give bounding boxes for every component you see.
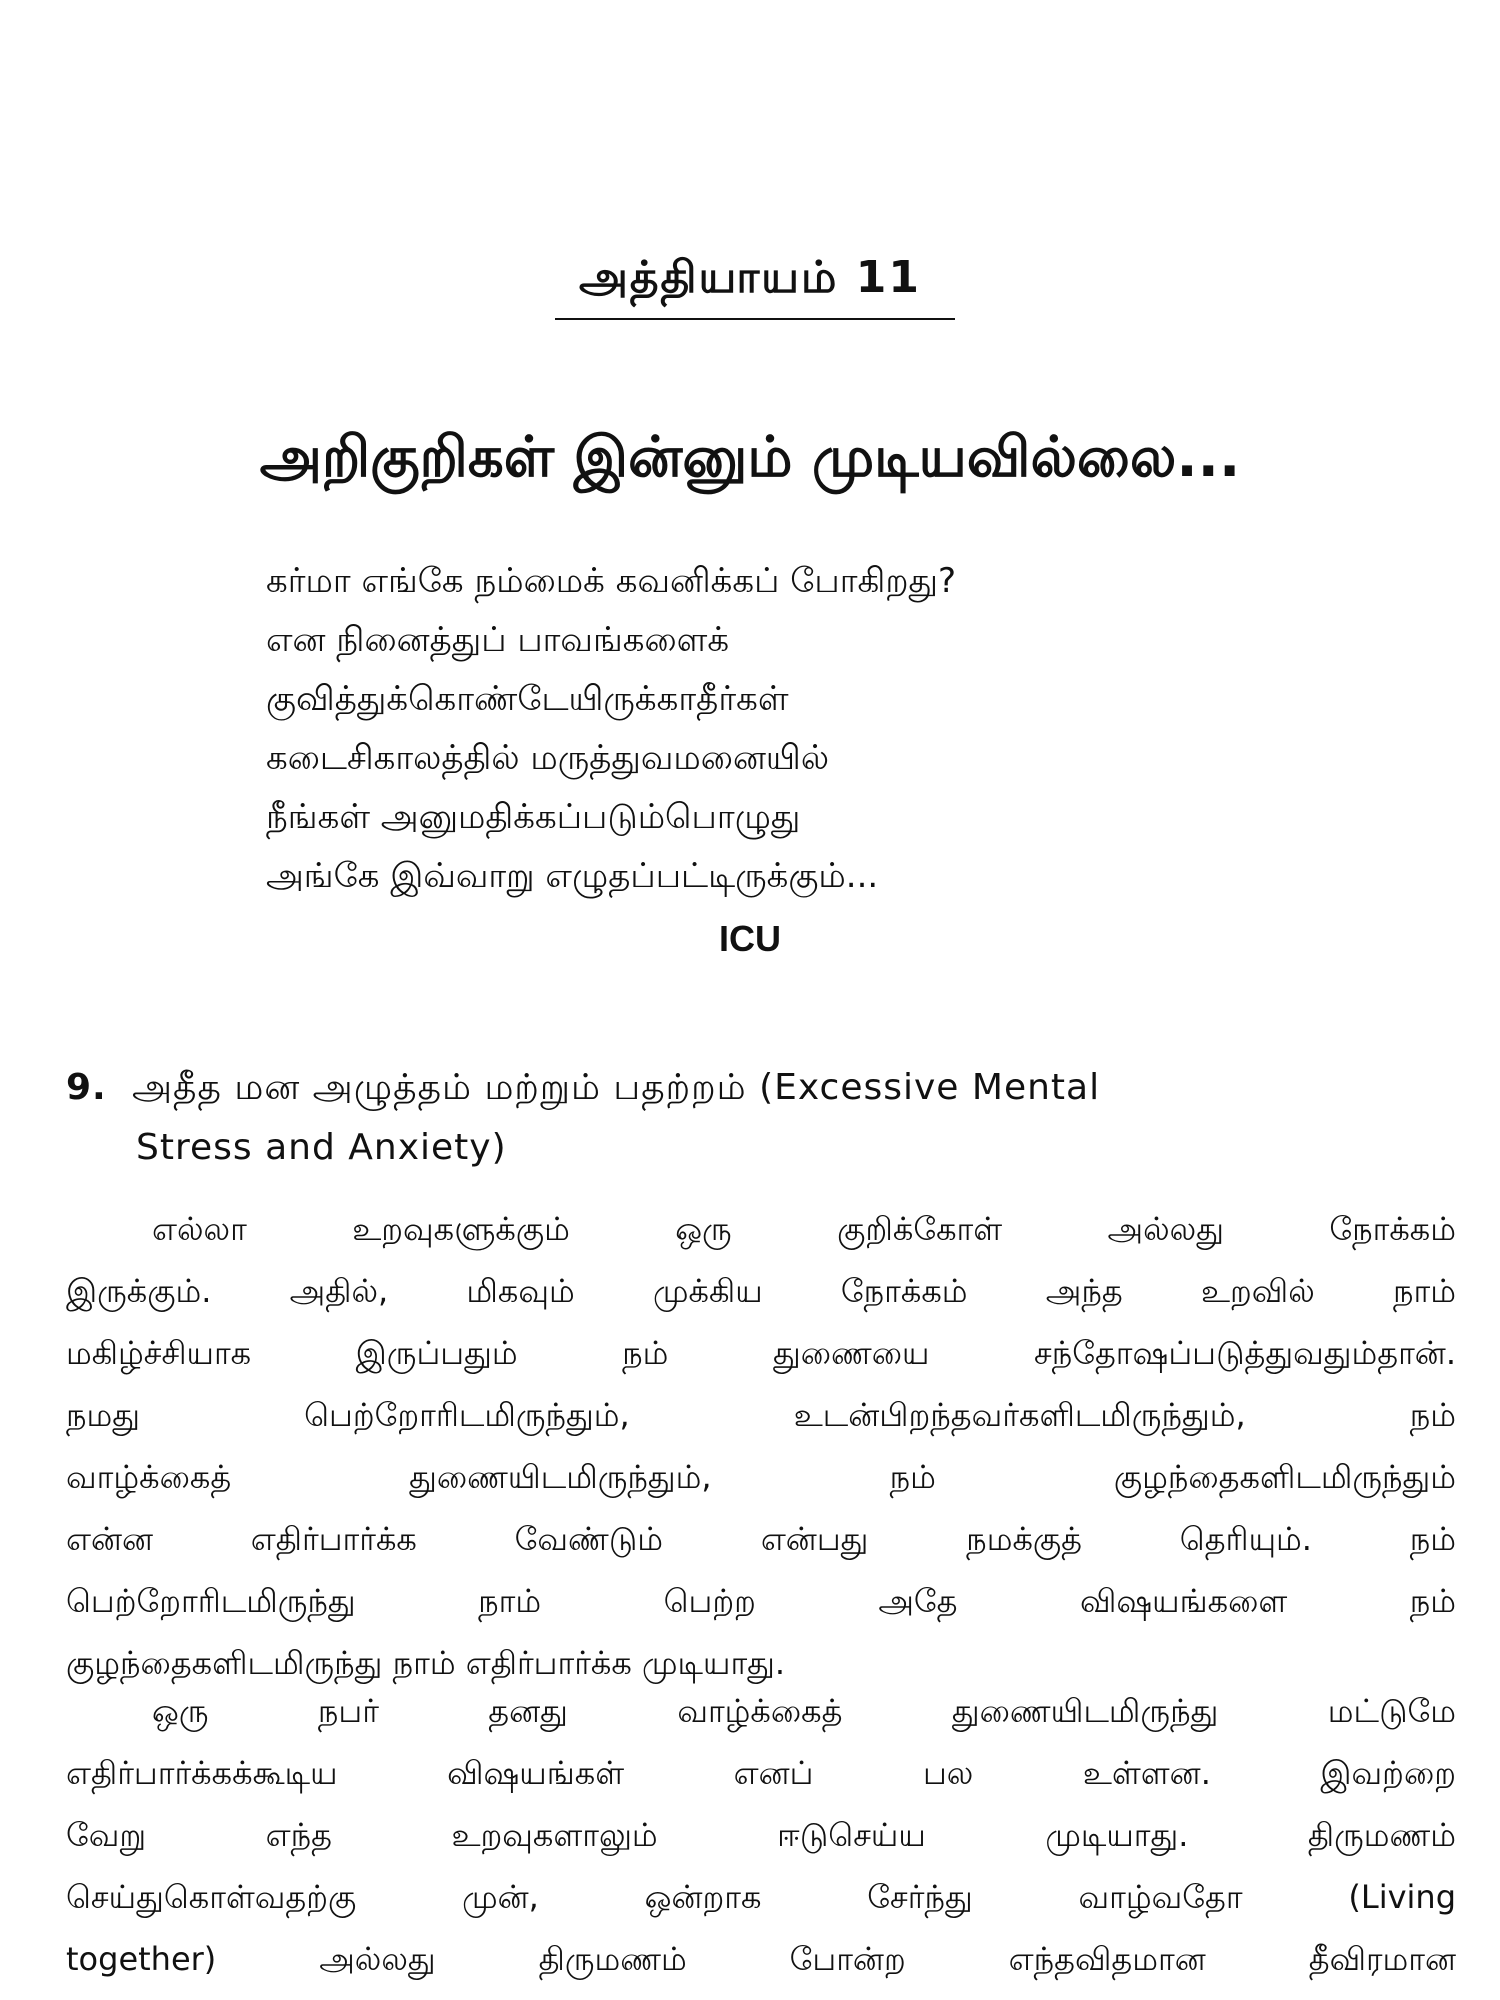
verse-line: அங்கே இவ்வாறு எழுதப்பட்டிருக்கும்... — [266, 856, 879, 896]
text-line: வாழ்க்கைத் துணையிடமிருந்தும், நம் குழந்தைகளிடமிருந்தும் — [66, 1458, 1456, 1496]
text-line: செய்துகொள்வதற்கு முன், ஒன்றாக சேர்ந்து வாழ்வதோ (Living — [66, 1878, 1456, 1916]
section-heading-line: Stress and Anxiety) — [136, 1127, 507, 1168]
text-line: ஒரு நபர் தனது வாழ்க்கைத் துணையிடமிருந்து மட்டுமே — [152, 1692, 1456, 1730]
text-line: இருக்கும். அதில், மிகவும் முக்கிய நோக்கம் அந்த உறவில் நாம் — [66, 1272, 1456, 1310]
text-line: எதிர்பார்க்கக்கூடிய விஷயங்கள் எனப் பல உள்ளன. இவற்றை — [66, 1754, 1456, 1792]
section-heading-line: அதீத மன அழுத்தம் மற்றும் பதற்றம் (Excessive Mental — [132, 1067, 1101, 1108]
section-number: 9. — [66, 1067, 107, 1108]
paragraph-1 — [66, 1198, 1456, 1694]
epigraph-verse — [266, 552, 1366, 906]
verse-line: என நினைத்துப் பாவங்களைக் — [266, 620, 730, 660]
chapter-title: அறிகுறிகள் இன்னும் முடியவில்லை... — [259, 425, 1241, 490]
text-line: எல்லா உறவுகளுக்கும் ஒரு குறிக்கோள் அல்லது நோக்கம் — [152, 1210, 1456, 1248]
verse-line: குவித்துக்கொண்டேயிருக்காதீர்கள் — [266, 679, 789, 719]
text-line: வேறு எந்த உறவுகளாலும் ஈடுசெய்ய முடியாது. திருமணம் — [66, 1816, 1456, 1854]
text-line: நமது பெற்றோரிடமிருந்தும், உடன்பிறந்தவர்களிடமிருந்தும், நம் — [66, 1396, 1456, 1434]
verse-line: கர்மா எங்கே நம்மைக் கவனிக்கப் போகிறது? — [266, 561, 957, 601]
verse-line: நீங்கள் அனுமதிக்கப்படும்பொழுது — [266, 797, 801, 837]
icu-label: ICU — [719, 918, 781, 959]
section-heading — [66, 1058, 1456, 1178]
verse-line: கடைசிகாலத்தில் மருத்துவமனையில் — [266, 738, 830, 778]
text-line: பெற்றோரிடமிருந்து நாம் பெற்ற அதே விஷயங்களை நம் — [66, 1582, 1456, 1620]
text-line: மகிழ்ச்சியாக இருப்பதும் நம் துணையை சந்தோஷப்படுத்துவதும்தான். — [66, 1334, 1456, 1372]
text-line: together) அல்லது திருமணம் போன்ற எந்தவிதமான தீவிரமான — [66, 1940, 1456, 1978]
paragraph-2 — [66, 1680, 1456, 1990]
chapter-underline — [555, 318, 955, 320]
chapter-label: அத்தியாயம் 11 — [578, 252, 921, 303]
text-line: என்ன எதிர்பார்க்க வேண்டும் என்பது நமக்குத் தெரியும். நம் — [66, 1520, 1456, 1558]
text-line: குழந்தைகளிடமிருந்து நாம் எதிர்பார்க்க முடியாது. — [66, 1644, 786, 1682]
